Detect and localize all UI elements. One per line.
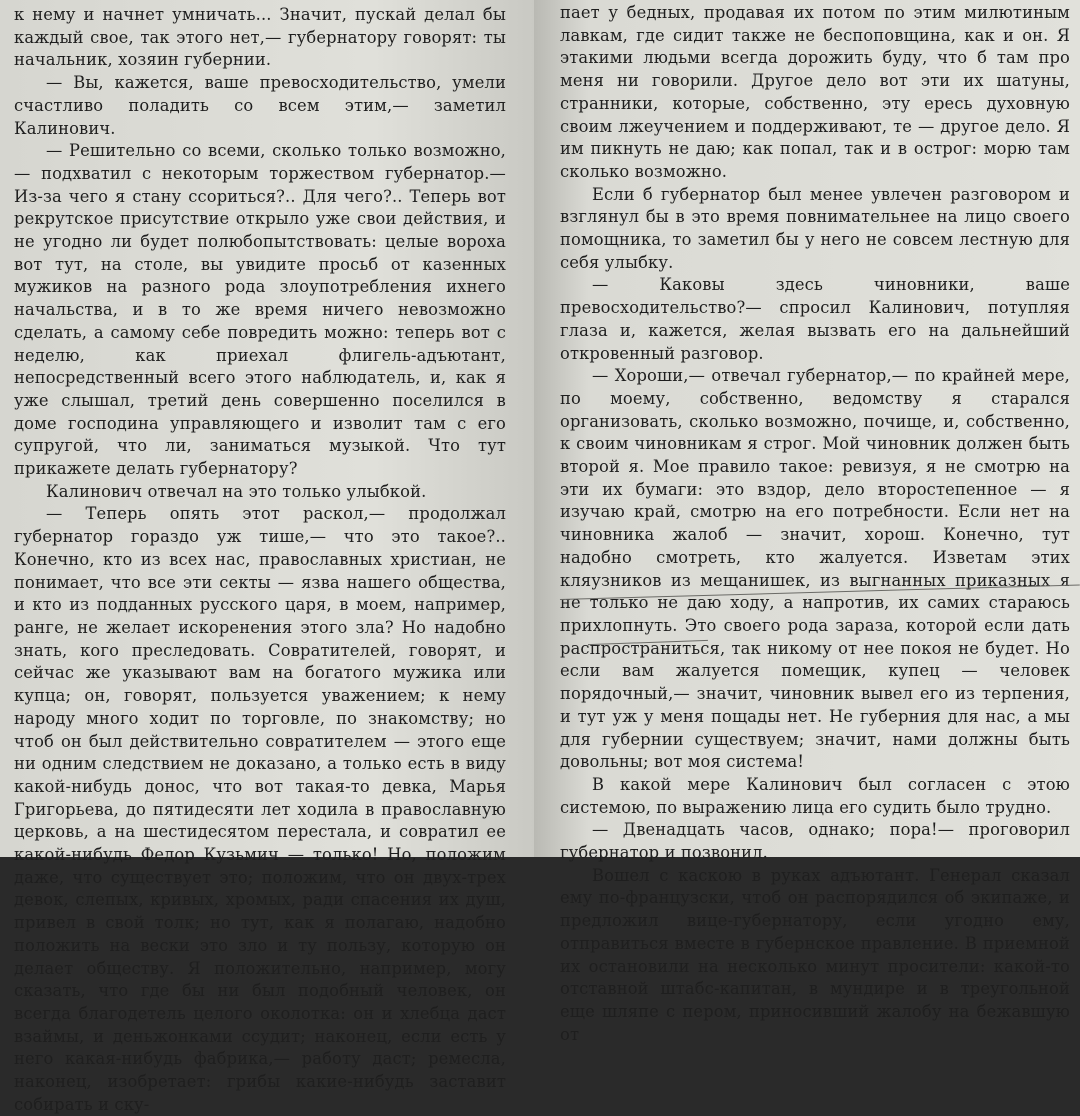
left-paragraph-3: — Решительно со всеми, сколько только возможно,— подхватил с некоторым торжеством губернатор.— Из-за чего я стану ссориться?.. Для чего?.. Теперь вот рекрутское присутствие открыло уже свои действия, и не угодно ли будет полюбопытствовать: целые вороха вот тут, на столе, вы увидите просьб от казенных мужиков на разного рода злоупотребления ихнего начальства, и в то же время ничего невозможно сделать, а самому себе повредить можно: теперь вот с неделю, как приехал флигель-адъютант, непосредственный всего этого наблюдатель, и, как я уже слышал, третий день совершенно поселился в доме господина управляющего и изволит там с его супругой, что ли, заниматься музыкой. Что тут прикажете делать губернатору?	[14, 141, 506, 479]
right-paragraph-7: Вошел с каскою в руках адъютант. Генерал сказал ему по-французски, чтоб он распорядился об экипаже, и предложил вице-губернатору, если угодно ему, отправиться вместе в губернское правление. В приемной их остановили на несколько минут просители: какой-то отставной штабс-капитан, в мундире и в треугольной еще шляпе с пером, приносивший жалобу на бежавшую от	[560, 865, 1070, 1044]
left-paragraph-2: — Вы, кажется, ваше превосходительство, умели счастливо поладить со всем этим,— заметил Калинович.	[14, 73, 506, 138]
left-paragraph-1: к нему и начнет умничать... Значит, пускай делал бы каждый свое, так этого нет,— губернатору говорят: ты начальник, хозяин губернии.	[14, 5, 506, 70]
right-paragraph-6: — Двенадцать часов, однако; пора!— проговорил губернатор и позвонил.	[560, 820, 1070, 863]
left-paragraph-4: Калинович отвечал на это только улыбкой.	[46, 481, 427, 501]
right-page	[534, 0, 1080, 1044]
right-paragraph-4: — Хороши,— отвечал губернатор,— по крайней мере, по моему, собственно, ведомству я старался организовать, сколько возможно, почище, и, собственно, к своим чиновникам я строг. Мой чиновник должен быть второй я. Мое правило такое: ревизуя, я не смотрю на эти их бумаги: это вздор, дело второстепенное — я изучаю край, смотрю на его потребности. Если нет на чиновника жалоб — значит, хорош. Конечно, тут надобно смотреть, кто жалуется. Изветам этих кляузников из мещанишек, из выгнанных приказных я не только не даю ходу, а напротив, их самих стараюсь прихлопнуть. Это своего рода зараза, которой если дать распространиться, так никому от нее покоя не будет. Но если вам жалуется помещик, купец — человек порядочный,— значит, чиновник вывел его из терпения, и тут уж у меня пощады нет. Не губерния для нас, а мы для губернии существуем; значит, нами должны быть довольны; вот моя система!	[560, 366, 1070, 772]
right-page-text	[560, 2, 1070, 1046]
right-paragraph-5: В какой мере Калинович был согласен с этою системою, по выражению лица его судить было трудно.	[560, 774, 1070, 817]
right-paragraph-3: — Каковы здесь чиновники, ваше превосходительство?— спросил Калинович, потупляя глаза и, кажется, желая вызвать его на дальнейший откровенный разговор.	[560, 275, 1070, 363]
right-paragraph-1: пает у бедных, продавая их потом по этим милютиным лавкам, где сидит также не беспоповщина, как и он. Я этакими людьми всегда дорожить буду, что б там про меня ни говорили. Другое дело вот эти их шатуны, странники, которые, собственно, эту ересь духовную своим лжеучением и поддерживают, те — другое дело. Я им пикнуть не даю; как попал, так и в острог: морю там сколько возможно.	[560, 3, 1070, 181]
left-page-text	[14, 4, 506, 1116]
right-paragraph-2: Если б губернатор был менее увлечен разговором и взглянул бы в это время повнимательнее на лицо своего помощника, то заметил бы у него не совсем лестную для себя улыбку.	[560, 184, 1070, 272]
left-paragraph-5: — Теперь опять этот раскол,— продолжал губернатор гораздо уж тише,— что это такое?.. Конечно, кто из всех нас, православных христиан, не понимает, что все эти секты — язва нашего общества, и кто из подданных русского царя, в моем, например, ранге, не желает искоренения этого зла? Но надобно знать, кого преследовать. Совратителей, говорят, и сейчас же указывают вам на богатого мужика или купца; он, говорят, пользуется уважением; к нему народу много ходит по торговле, по знакомству; но чтоб он был действительно совратителем — этого еще ни одним следствием не доказано, а только есть в виду какой-нибудь донос, что вот такая-то девка, Марья Григорьева, до пятидесяти лет ходила в православную церковь, а на шестидесятом перестала, и совратил ее какой-нибудь Федор Кузьмич — только! Но, положим даже, что существует это; положим, что он двух-трех девок, слепых, кривых, хромых, ради спасения их душ, привел в свой толк; но тут, как я полагаю, надобно положить на вески это зло и ту пользу, которую он делает обществу. Я положительно, например, могу сказать, что где бы ни был подобный человек, он всегда благодетель целого околотка: он и хлебца даст взаймы, и деньжонками ссудит; наконец, если есть у него какая-нибудь фабрика,— работу даст; ремесла, наконец, изобретает: грибы какие-нибудь заставит собирать и ску-	[14, 504, 506, 1114]
left-page	[0, 0, 534, 1114]
